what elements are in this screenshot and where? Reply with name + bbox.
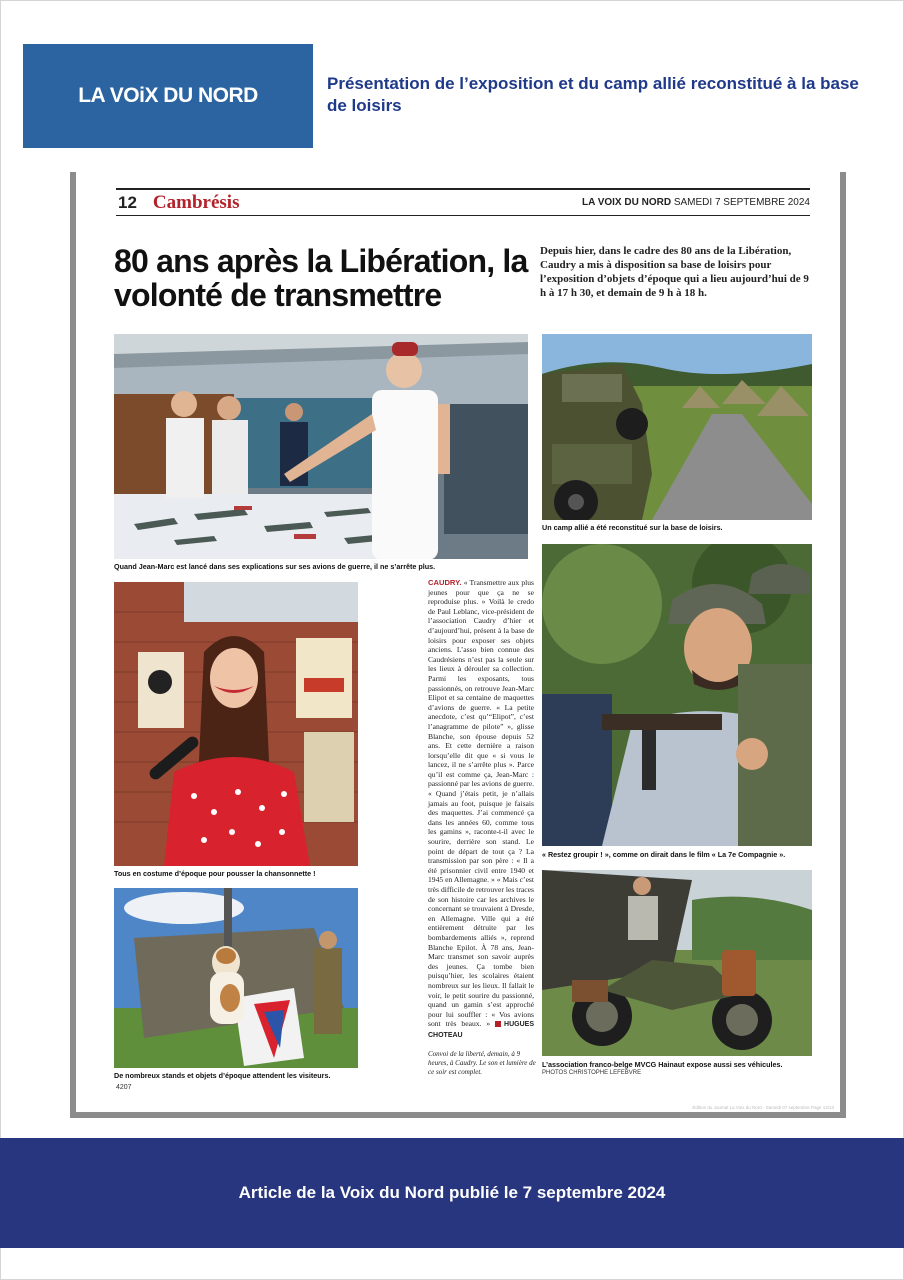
footer-text: Article de la Voix du Nord publié le 7 septembre 2024 [238,1183,666,1202]
article-body [428,578,534,1041]
logo-text: LA VOiX DU NORD [78,84,258,107]
newspaper-section: Cambrésis [152,191,240,213]
photo-singer [114,582,358,866]
caption-allied-camp: Un camp allié a été reconstitué sur la base de loisirs. [542,523,723,532]
newspaper-header [116,188,810,216]
newspaper-masthead-date [582,197,810,208]
photo-airplane-models [114,334,528,559]
caption-airplane-models: Quand Jean-Marc est lancé dans ses explications sur ses avions de guerre, il ne s’arrête plus. [114,562,436,571]
article-body-text: « Transmettre aux plus jeunes pour que ça ne se reproduise plus. » Voilà le credo de Paul Leblanc, vice-président de l’association Caudry d’hier et d’aujourd’hui, présent à la base de loisirs pour exposer ses objets anciens. L’asso bien connue des Caudrésiens n’est pas la seule sur les lieux à dérouler sa collection. Parmi les exposants, tous passionnés, on retrouve Jean-Marc Elipot et sa centaine de maquettes d’avions de guerre. « La petite anecdote, c’est qu’“Elipot”, c’est l’anagramme de pilote” », glisse Blanche, son épouse depuis 52 ans. Et cette dernière a raison lorsqu’elle dit que « si vous le lancez, il ne s’arrête plus ». Parce qu’il est comme ça, Jean-Marc : passionné par les avions de guerre. « Quand j’étais petit, je n’allais jamais au foot, puisque je faisais des maquettes. J’ai commencé ça dans les années 60, comme tous les gamins », raconte-t-il avec le sourire, derrière son stand. Le point de départ de tout ça ? La transmission par son père : « Il a été prisonnier civil entre 1940 et 1945 en Allemagne. » « Mais c’est très difficile de retrouver les traces de son histoire car les archives le concernant se trouvaient à Dresde, en Allemagne. Ville qui a été entièrement détruite par les bombardements alliés », reprend Blanche Epilot. À 78 ans, Jean-Marc transmet son savoir auprès des jeunes. Ça tombe bien puisqu’hier, les scolaires étaient nombreux sur les lieux. Il fallait le voir, le petit sourire du passionné, quand un gamin s’est approché pour lui souffler : « Vos avions sont très beaux. » [428,578,534,1029]
newspaper-scan [70,172,846,1118]
scan-watermark: Édition du Journal La Voix du Nord - Samedi 07 septembre Page 13/13 [692,1105,834,1110]
photo-allied-camp [542,334,812,520]
signature-square-icon [495,1021,501,1027]
photo-motorcycle [542,870,812,1056]
voix-du-nord-logo [23,44,313,148]
footer-banner [0,1138,904,1248]
page-reference: 4207 [116,1084,132,1091]
photo-dog-tank [114,888,358,1068]
article-signature-name: HUGUES CHOTEAU [428,1021,534,1039]
newspaper-date: SAMEDI 7 SEPTEMBRE 2024 [673,197,810,208]
newspaper-masthead: LA VOIX DU NORD [581,197,672,208]
caption-dog-tank: De nombreux stands et objets d’époque attendent les visiteurs. [114,1071,331,1080]
photo-soldier-helmet [542,544,812,846]
article-agenda: Convoi de la liberté, demain, à 9 heures, à Caudry. Le son et lumière de ce soir est complet. [428,1050,536,1076]
article-title: 80 ans après la Libération, la volonté de transmettre [114,243,528,313]
article-dateline: CAUDRY. [428,578,462,587]
page-headline: Présentation de l’exposition et du camp allié reconstitué à la base de loisirs [327,74,859,115]
article-chapo: Depuis hier, dans le cadre des 80 ans de la Libération, Caudry a mis à disposition sa base de loisirs pour l’exposition d’objets d’époque qui a lieu aujourd’hui de 9 h à 17 h 30, et demain de 9 h à 18 h. [540,245,809,299]
caption-singer: Tous en costume d’époque pour pousser la chansonnette ! [114,869,316,878]
photo-credit: PHOTOS CHRISTOPHE LEFEBVRE [542,1070,642,1076]
newspaper-page-number: 12 [118,192,137,212]
caption-soldier-helmet: « Restez groupir ! », comme on dirait dans le film « La 7e Compagnie ». [542,850,786,859]
caption-motorcycle: L’association franco-belge MVCG Hainaut expose aussi ses véhicules. [542,1060,783,1069]
